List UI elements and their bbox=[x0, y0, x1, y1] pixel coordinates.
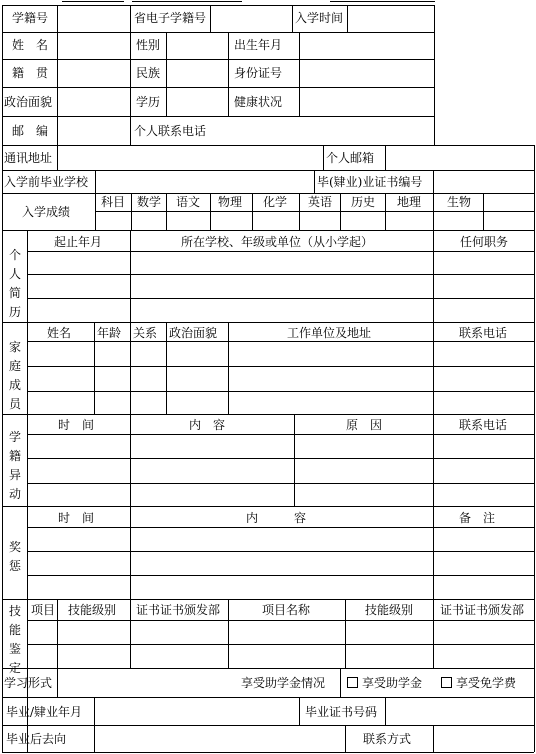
grid-line bbox=[130, 414, 131, 506]
resume-header-school: 所在学校、年级或单位（从小学起） bbox=[181, 235, 374, 249]
grid-line bbox=[27, 527, 534, 528]
label-prev-school: 入学前毕业学校 bbox=[4, 175, 89, 189]
family-header-relation: 关系 bbox=[133, 326, 158, 340]
outer-right bbox=[534, 145, 535, 752]
grid-line bbox=[2, 145, 534, 146]
grid-line bbox=[130, 230, 131, 322]
grid-line bbox=[2, 506, 534, 507]
grid-line bbox=[27, 274, 534, 275]
section-resume: 个人简历 bbox=[8, 248, 21, 319]
label-aid: 享受助学金情况 bbox=[241, 676, 326, 690]
grid-line bbox=[299, 32, 300, 116]
label-education: 学历 bbox=[136, 95, 161, 109]
grid-line bbox=[433, 193, 434, 230]
top-mark bbox=[62, 1, 124, 2]
subject-english: 英语 bbox=[308, 195, 333, 209]
grid-line bbox=[385, 145, 386, 170]
grid-line bbox=[210, 5, 211, 32]
grid-line bbox=[347, 5, 348, 32]
family-header-political: 政治面貌 bbox=[169, 326, 218, 340]
grid-line bbox=[94, 322, 95, 414]
grid-line bbox=[294, 414, 295, 506]
grid-line bbox=[323, 145, 324, 170]
skills-header-level: 技能级别 bbox=[68, 603, 117, 617]
grid-line bbox=[2, 599, 534, 600]
family-header-age: 年龄 bbox=[97, 326, 122, 340]
grid-line bbox=[2, 230, 534, 231]
grid-line bbox=[166, 322, 167, 414]
grid-line bbox=[345, 599, 346, 668]
grid-line bbox=[2, 193, 534, 194]
grid-line bbox=[95, 211, 534, 212]
grid-line bbox=[2, 32, 434, 33]
subject-chemistry: 化学 bbox=[263, 195, 288, 209]
top-mark bbox=[132, 1, 242, 2]
grid-line bbox=[433, 506, 434, 599]
grid-line bbox=[228, 322, 229, 414]
subject-biology: 生物 bbox=[447, 195, 472, 209]
label-phone: 个人联系电话 bbox=[134, 124, 207, 138]
label-postcode: 邮 编 bbox=[12, 124, 49, 138]
grid-line bbox=[299, 697, 300, 725]
label-province-no: 省电子学籍号 bbox=[134, 11, 207, 25]
checkbox-icon[interactable] bbox=[347, 677, 358, 688]
section-awards: 奖惩 bbox=[8, 540, 21, 573]
grid-line bbox=[2, 322, 534, 323]
grid-line bbox=[433, 230, 434, 322]
family-header-workplace: 工作单位及地址 bbox=[287, 326, 372, 340]
grid-line bbox=[57, 668, 58, 697]
grid-line bbox=[433, 414, 434, 506]
grid-line bbox=[27, 366, 534, 367]
grid-line bbox=[130, 599, 131, 668]
section-skills: 技能鉴定 bbox=[8, 604, 21, 675]
grid-line bbox=[252, 193, 253, 230]
grid-line bbox=[433, 725, 434, 752]
grid-line bbox=[27, 620, 534, 621]
label-gender: 性别 bbox=[136, 38, 161, 52]
grid-line bbox=[433, 170, 434, 193]
label-political: 政治面貌 bbox=[4, 95, 53, 109]
label-email: 个人邮箱 bbox=[326, 151, 375, 165]
grid-line bbox=[2, 116, 434, 117]
skills-header-level-2: 技能级别 bbox=[365, 603, 414, 617]
checkbox-icon[interactable] bbox=[441, 677, 452, 688]
subject-physics: 物理 bbox=[218, 195, 243, 209]
grid-line bbox=[27, 391, 534, 392]
subject-history: 历史 bbox=[351, 195, 376, 209]
grid-line bbox=[2, 59, 434, 60]
subject-geography: 地理 bbox=[397, 195, 422, 209]
grid-line bbox=[299, 193, 300, 230]
grid-line bbox=[27, 551, 534, 552]
label-student-no: 学籍号 bbox=[12, 11, 49, 25]
grid-line bbox=[95, 193, 96, 230]
label-health: 健康状况 bbox=[234, 95, 283, 109]
label-native: 籍 贯 bbox=[12, 66, 49, 80]
grid-line bbox=[27, 458, 534, 459]
aid-option-free-tuition-label: 享受免学费 bbox=[456, 676, 517, 690]
label-grad-date: 毕业/肄业年月 bbox=[6, 705, 83, 719]
grid-line bbox=[27, 483, 534, 484]
skills-header-issuer: 证书证书颁发部 bbox=[136, 603, 221, 617]
grid-line bbox=[433, 322, 434, 414]
grid-line bbox=[2, 725, 534, 726]
grid-line bbox=[2, 697, 534, 698]
grid-line bbox=[27, 298, 534, 299]
grid-line bbox=[166, 193, 167, 230]
grid-line bbox=[27, 230, 28, 752]
aid-option-free-tuition[interactable] bbox=[441, 676, 516, 690]
grid-line bbox=[27, 644, 534, 645]
changes-header-phone: 联系电话 bbox=[459, 418, 508, 432]
grid-line bbox=[57, 145, 58, 170]
outer-bottom bbox=[2, 752, 534, 753]
changes-header-time: 时 间 bbox=[58, 418, 95, 432]
grid-line bbox=[57, 5, 58, 145]
awards-header-time: 时 间 bbox=[58, 511, 95, 525]
family-header-phone: 联系电话 bbox=[459, 326, 508, 340]
grid-line bbox=[131, 193, 132, 230]
grid-line bbox=[292, 5, 293, 32]
grid-line bbox=[345, 725, 346, 752]
label-scores: 入学成绩 bbox=[22, 205, 71, 219]
outer-top bbox=[2, 5, 434, 6]
label-enroll-time: 入学时间 bbox=[295, 11, 344, 25]
aid-option-grant[interactable] bbox=[347, 676, 422, 690]
grid-line bbox=[210, 193, 211, 230]
grid-line bbox=[166, 32, 167, 116]
grid-line bbox=[130, 506, 131, 599]
label-birth: 出生年月 bbox=[234, 38, 283, 52]
changes-header-reason: 原 因 bbox=[346, 418, 383, 432]
label-id-no: 身份证号 bbox=[234, 66, 283, 80]
grid-line bbox=[2, 87, 434, 88]
grid-line bbox=[228, 599, 229, 668]
grid-line bbox=[94, 697, 95, 752]
grid-line bbox=[340, 668, 341, 697]
grid-line bbox=[385, 697, 386, 725]
family-header-name: 姓名 bbox=[47, 326, 72, 340]
grid-line bbox=[27, 341, 534, 342]
grid-line bbox=[228, 32, 229, 116]
grid-line bbox=[314, 170, 315, 193]
top-mark bbox=[330, 1, 435, 2]
label-subject: 科目 bbox=[101, 195, 126, 209]
awards-header-note: 备 注 bbox=[459, 511, 496, 525]
label-address: 通讯地址 bbox=[4, 151, 53, 165]
grid-line bbox=[130, 5, 131, 145]
resume-header-position: 任何职务 bbox=[460, 235, 509, 249]
label-study-mode: 学习形式 bbox=[4, 676, 53, 690]
changes-header-content: 内 容 bbox=[189, 418, 226, 432]
grid-line bbox=[27, 575, 534, 576]
skills-header-item-name: 项目名称 bbox=[262, 603, 311, 617]
grid-line bbox=[57, 599, 58, 668]
grid-line bbox=[385, 193, 386, 230]
outer-left bbox=[2, 5, 3, 752]
label-cert-no: 毕(肄业)业证书编号 bbox=[317, 175, 423, 189]
skills-header-item: 项目 bbox=[31, 603, 56, 617]
label-name: 姓 名 bbox=[12, 38, 49, 52]
grid-line bbox=[130, 322, 131, 414]
grid-line bbox=[2, 668, 534, 669]
grid-line bbox=[2, 414, 534, 415]
photo-border bbox=[434, 5, 435, 145]
grid-line bbox=[27, 251, 534, 252]
awards-header-content: 内 容 bbox=[246, 511, 307, 525]
section-family: 家庭成员 bbox=[8, 340, 21, 411]
aid-option-grant-label: 享受助学金 bbox=[362, 676, 423, 690]
resume-header-period: 起止年月 bbox=[54, 235, 103, 249]
label-grad-dest: 毕业后去向 bbox=[6, 732, 67, 746]
subject-chinese: 语文 bbox=[176, 195, 201, 209]
label-ethnic: 民族 bbox=[136, 66, 161, 80]
subject-math: 数学 bbox=[137, 195, 162, 209]
skills-header-issuer-2: 证书证书颁发部 bbox=[440, 603, 525, 617]
section-changes: 学籍异动 bbox=[8, 430, 21, 501]
label-grad-cert: 毕业证书号码 bbox=[305, 705, 378, 719]
label-grad-contact: 联系方式 bbox=[363, 732, 412, 746]
grid-line bbox=[483, 193, 484, 230]
grid-line bbox=[27, 434, 534, 435]
grid-line bbox=[95, 170, 96, 193]
grid-line bbox=[2, 170, 534, 171]
grid-line bbox=[340, 193, 341, 230]
grid-line bbox=[433, 599, 434, 668]
